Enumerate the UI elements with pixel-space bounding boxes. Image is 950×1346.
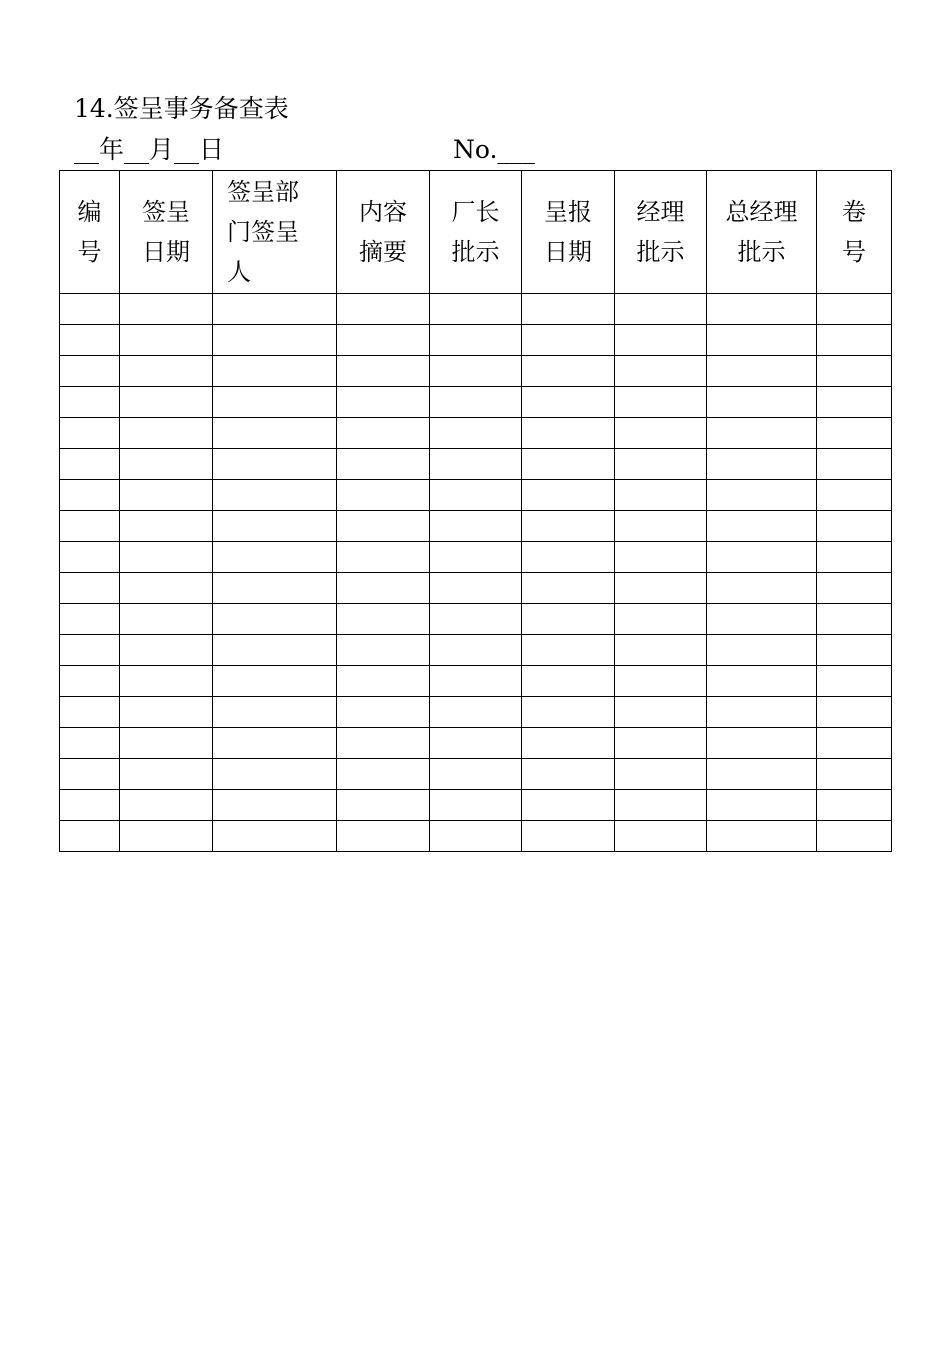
table-cell[interactable]	[60, 759, 120, 790]
table-cell[interactable]	[120, 449, 213, 480]
table-cell[interactable]	[60, 325, 120, 356]
table-cell[interactable]	[615, 728, 707, 759]
table-cell[interactable]	[213, 387, 337, 418]
table-cell[interactable]	[430, 294, 522, 325]
table-cell[interactable]	[60, 635, 120, 666]
table-cell[interactable]	[817, 821, 892, 852]
table-cell[interactable]	[337, 418, 430, 449]
table-cell[interactable]	[60, 604, 120, 635]
table-cell[interactable]	[707, 666, 817, 697]
date-field: __年__月__日	[74, 135, 225, 164]
table-cell[interactable]	[60, 387, 120, 418]
table-cell[interactable]	[817, 356, 892, 387]
table-cell[interactable]	[213, 573, 337, 604]
table-cell[interactable]	[522, 728, 615, 759]
table-row	[60, 511, 892, 542]
table-cell[interactable]	[213, 604, 337, 635]
table-cell[interactable]	[430, 666, 522, 697]
table-cell[interactable]	[707, 697, 817, 728]
table-cell[interactable]	[522, 480, 615, 511]
table-cell[interactable]	[615, 387, 707, 418]
table-cell[interactable]	[60, 511, 120, 542]
table-cell[interactable]	[615, 697, 707, 728]
table-cell[interactable]	[707, 728, 817, 759]
table-cell[interactable]	[615, 666, 707, 697]
table-cell[interactable]	[817, 697, 892, 728]
table-cell[interactable]	[430, 356, 522, 387]
table-cell[interactable]	[817, 418, 892, 449]
serial-number-field: No.___	[453, 135, 535, 164]
table-cell[interactable]	[817, 759, 892, 790]
table-cell[interactable]	[337, 697, 430, 728]
table-cell[interactable]	[213, 480, 337, 511]
table-cell[interactable]	[707, 604, 817, 635]
table-cell[interactable]	[707, 294, 817, 325]
table-cell[interactable]	[213, 511, 337, 542]
table-cell[interactable]	[337, 542, 430, 573]
table-row	[60, 542, 892, 573]
table-cell[interactable]	[213, 542, 337, 573]
table-cell[interactable]	[707, 759, 817, 790]
table-row	[60, 294, 892, 325]
table-cell[interactable]	[522, 294, 615, 325]
table-cell[interactable]	[522, 666, 615, 697]
table-cell[interactable]	[615, 418, 707, 449]
table-cell[interactable]	[817, 325, 892, 356]
table-cell[interactable]	[430, 511, 522, 542]
table-cell[interactable]	[60, 418, 120, 449]
header-serial-number: 编 号	[60, 171, 120, 294]
table-cell[interactable]	[337, 480, 430, 511]
table-cell[interactable]	[522, 387, 615, 418]
table-cell[interactable]	[120, 387, 213, 418]
table-cell[interactable]	[430, 325, 522, 356]
table-cell[interactable]	[707, 542, 817, 573]
table-cell[interactable]	[522, 604, 615, 635]
table-cell[interactable]	[430, 759, 522, 790]
table-cell[interactable]	[60, 449, 120, 480]
table-cell[interactable]	[120, 480, 213, 511]
table-cell[interactable]	[522, 821, 615, 852]
table-cell[interactable]	[615, 821, 707, 852]
table-cell[interactable]	[817, 573, 892, 604]
table-row	[60, 387, 892, 418]
table-cell[interactable]	[817, 604, 892, 635]
table-cell[interactable]	[615, 325, 707, 356]
table-row	[60, 418, 892, 449]
table-cell[interactable]	[120, 666, 213, 697]
table-cell[interactable]	[60, 356, 120, 387]
header-submission-date: 呈报 日期	[522, 171, 615, 294]
table-cell[interactable]	[120, 728, 213, 759]
table-cell[interactable]	[337, 790, 430, 821]
table-row	[60, 480, 892, 511]
table-cell[interactable]	[707, 387, 817, 418]
table-cell[interactable]	[120, 697, 213, 728]
table-cell[interactable]	[522, 790, 615, 821]
table-cell[interactable]	[60, 697, 120, 728]
table-row	[60, 790, 892, 821]
table-cell[interactable]	[615, 635, 707, 666]
table-cell[interactable]	[60, 728, 120, 759]
table-row	[60, 697, 892, 728]
table-cell[interactable]	[430, 697, 522, 728]
table-cell[interactable]	[707, 418, 817, 449]
table-cell[interactable]	[60, 573, 120, 604]
table-cell[interactable]	[430, 573, 522, 604]
table-cell[interactable]	[430, 480, 522, 511]
form-title: 14.签呈事务备查表	[74, 94, 289, 123]
table-cell[interactable]	[337, 666, 430, 697]
table-header-row	[60, 171, 892, 294]
table-cell[interactable]	[337, 759, 430, 790]
table-cell[interactable]	[337, 294, 430, 325]
table-cell[interactable]	[615, 356, 707, 387]
table-cell[interactable]	[522, 542, 615, 573]
table-cell[interactable]	[60, 294, 120, 325]
table-row	[60, 821, 892, 852]
table-cell[interactable]	[817, 790, 892, 821]
table-row	[60, 325, 892, 356]
table-cell[interactable]	[120, 635, 213, 666]
table-cell[interactable]	[430, 635, 522, 666]
table-cell[interactable]	[337, 604, 430, 635]
table-cell[interactable]	[430, 821, 522, 852]
table-cell[interactable]	[817, 449, 892, 480]
table-cell[interactable]	[213, 759, 337, 790]
table-cell[interactable]	[120, 821, 213, 852]
table-cell[interactable]	[522, 573, 615, 604]
table-row	[60, 573, 892, 604]
table-cell[interactable]	[430, 449, 522, 480]
table-cell[interactable]	[213, 294, 337, 325]
table-cell[interactable]	[60, 480, 120, 511]
table-body	[60, 294, 892, 852]
table-cell[interactable]	[615, 449, 707, 480]
table-row	[60, 635, 892, 666]
table-cell[interactable]	[817, 542, 892, 573]
table-cell[interactable]	[615, 573, 707, 604]
table-row	[60, 356, 892, 387]
table-cell[interactable]	[707, 449, 817, 480]
table-cell[interactable]	[430, 542, 522, 573]
table-cell[interactable]	[430, 790, 522, 821]
table-cell[interactable]	[120, 294, 213, 325]
table-cell[interactable]	[522, 356, 615, 387]
table-cell[interactable]	[522, 697, 615, 728]
header-volume-number: 卷 号	[817, 171, 892, 294]
table-cell[interactable]	[615, 294, 707, 325]
header-general-manager-instruction: 总经理 批示	[707, 171, 817, 294]
table-cell[interactable]	[615, 511, 707, 542]
table-row	[60, 728, 892, 759]
table-cell[interactable]	[213, 635, 337, 666]
table-cell[interactable]	[213, 728, 337, 759]
table-cell[interactable]	[213, 325, 337, 356]
table-cell[interactable]	[337, 356, 430, 387]
table-cell[interactable]	[213, 666, 337, 697]
table-cell[interactable]	[522, 418, 615, 449]
table-cell[interactable]	[60, 542, 120, 573]
table-cell[interactable]	[707, 573, 817, 604]
table-cell[interactable]	[337, 635, 430, 666]
table-cell[interactable]	[707, 511, 817, 542]
table-cell[interactable]	[615, 604, 707, 635]
table-cell[interactable]	[817, 480, 892, 511]
table-cell[interactable]	[522, 759, 615, 790]
table-cell[interactable]	[522, 325, 615, 356]
table-cell[interactable]	[213, 356, 337, 387]
table-cell[interactable]	[817, 728, 892, 759]
table-cell[interactable]	[430, 387, 522, 418]
table-cell[interactable]	[522, 449, 615, 480]
table-cell[interactable]	[337, 449, 430, 480]
table-cell[interactable]	[522, 511, 615, 542]
table-cell[interactable]	[60, 666, 120, 697]
petition-register-table	[59, 170, 892, 852]
table-cell[interactable]	[337, 728, 430, 759]
table-cell[interactable]	[430, 604, 522, 635]
table-cell[interactable]	[337, 573, 430, 604]
table-cell[interactable]	[430, 418, 522, 449]
table-cell[interactable]	[817, 294, 892, 325]
table-cell[interactable]	[615, 542, 707, 573]
header-manager-instruction: 经理 批示	[615, 171, 707, 294]
table-cell[interactable]	[120, 356, 213, 387]
table-row	[60, 666, 892, 697]
header-factory-director-instruction: 厂长 批示	[430, 171, 522, 294]
table-cell[interactable]	[615, 759, 707, 790]
table-cell[interactable]	[120, 542, 213, 573]
table-cell[interactable]	[213, 418, 337, 449]
table-cell[interactable]	[707, 325, 817, 356]
table-row	[60, 449, 892, 480]
table-cell[interactable]	[615, 480, 707, 511]
table-cell[interactable]	[213, 449, 337, 480]
table-cell[interactable]	[615, 790, 707, 821]
table-cell[interactable]	[817, 666, 892, 697]
table-row	[60, 604, 892, 635]
table-cell[interactable]	[213, 821, 337, 852]
table-cell[interactable]	[817, 387, 892, 418]
table-cell[interactable]	[707, 821, 817, 852]
table-cell[interactable]	[337, 511, 430, 542]
header-petition-date: 签呈 日期	[120, 171, 213, 294]
table-cell[interactable]	[707, 356, 817, 387]
table-cell[interactable]	[707, 635, 817, 666]
table-cell[interactable]	[707, 480, 817, 511]
header-department-petitioner: 签呈部 门签呈 人	[213, 171, 337, 294]
table-cell[interactable]	[430, 728, 522, 759]
table-cell[interactable]	[337, 821, 430, 852]
table-cell[interactable]	[120, 759, 213, 790]
table-cell[interactable]	[213, 790, 337, 821]
table-cell[interactable]	[120, 325, 213, 356]
table-row	[60, 759, 892, 790]
header-content-summary: 内容 摘要	[337, 171, 430, 294]
table-cell[interactable]	[120, 790, 213, 821]
table-cell[interactable]	[120, 511, 213, 542]
table-cell[interactable]	[817, 635, 892, 666]
table-cell[interactable]	[337, 387, 430, 418]
table-cell[interactable]	[337, 325, 430, 356]
table-cell[interactable]	[120, 604, 213, 635]
table-cell[interactable]	[60, 790, 120, 821]
table-cell[interactable]	[120, 418, 213, 449]
table-cell[interactable]	[707, 790, 817, 821]
table-cell[interactable]	[817, 511, 892, 542]
table-cell[interactable]	[120, 573, 213, 604]
table-cell[interactable]	[522, 635, 615, 666]
table-cell[interactable]	[213, 697, 337, 728]
table-cell[interactable]	[60, 821, 120, 852]
